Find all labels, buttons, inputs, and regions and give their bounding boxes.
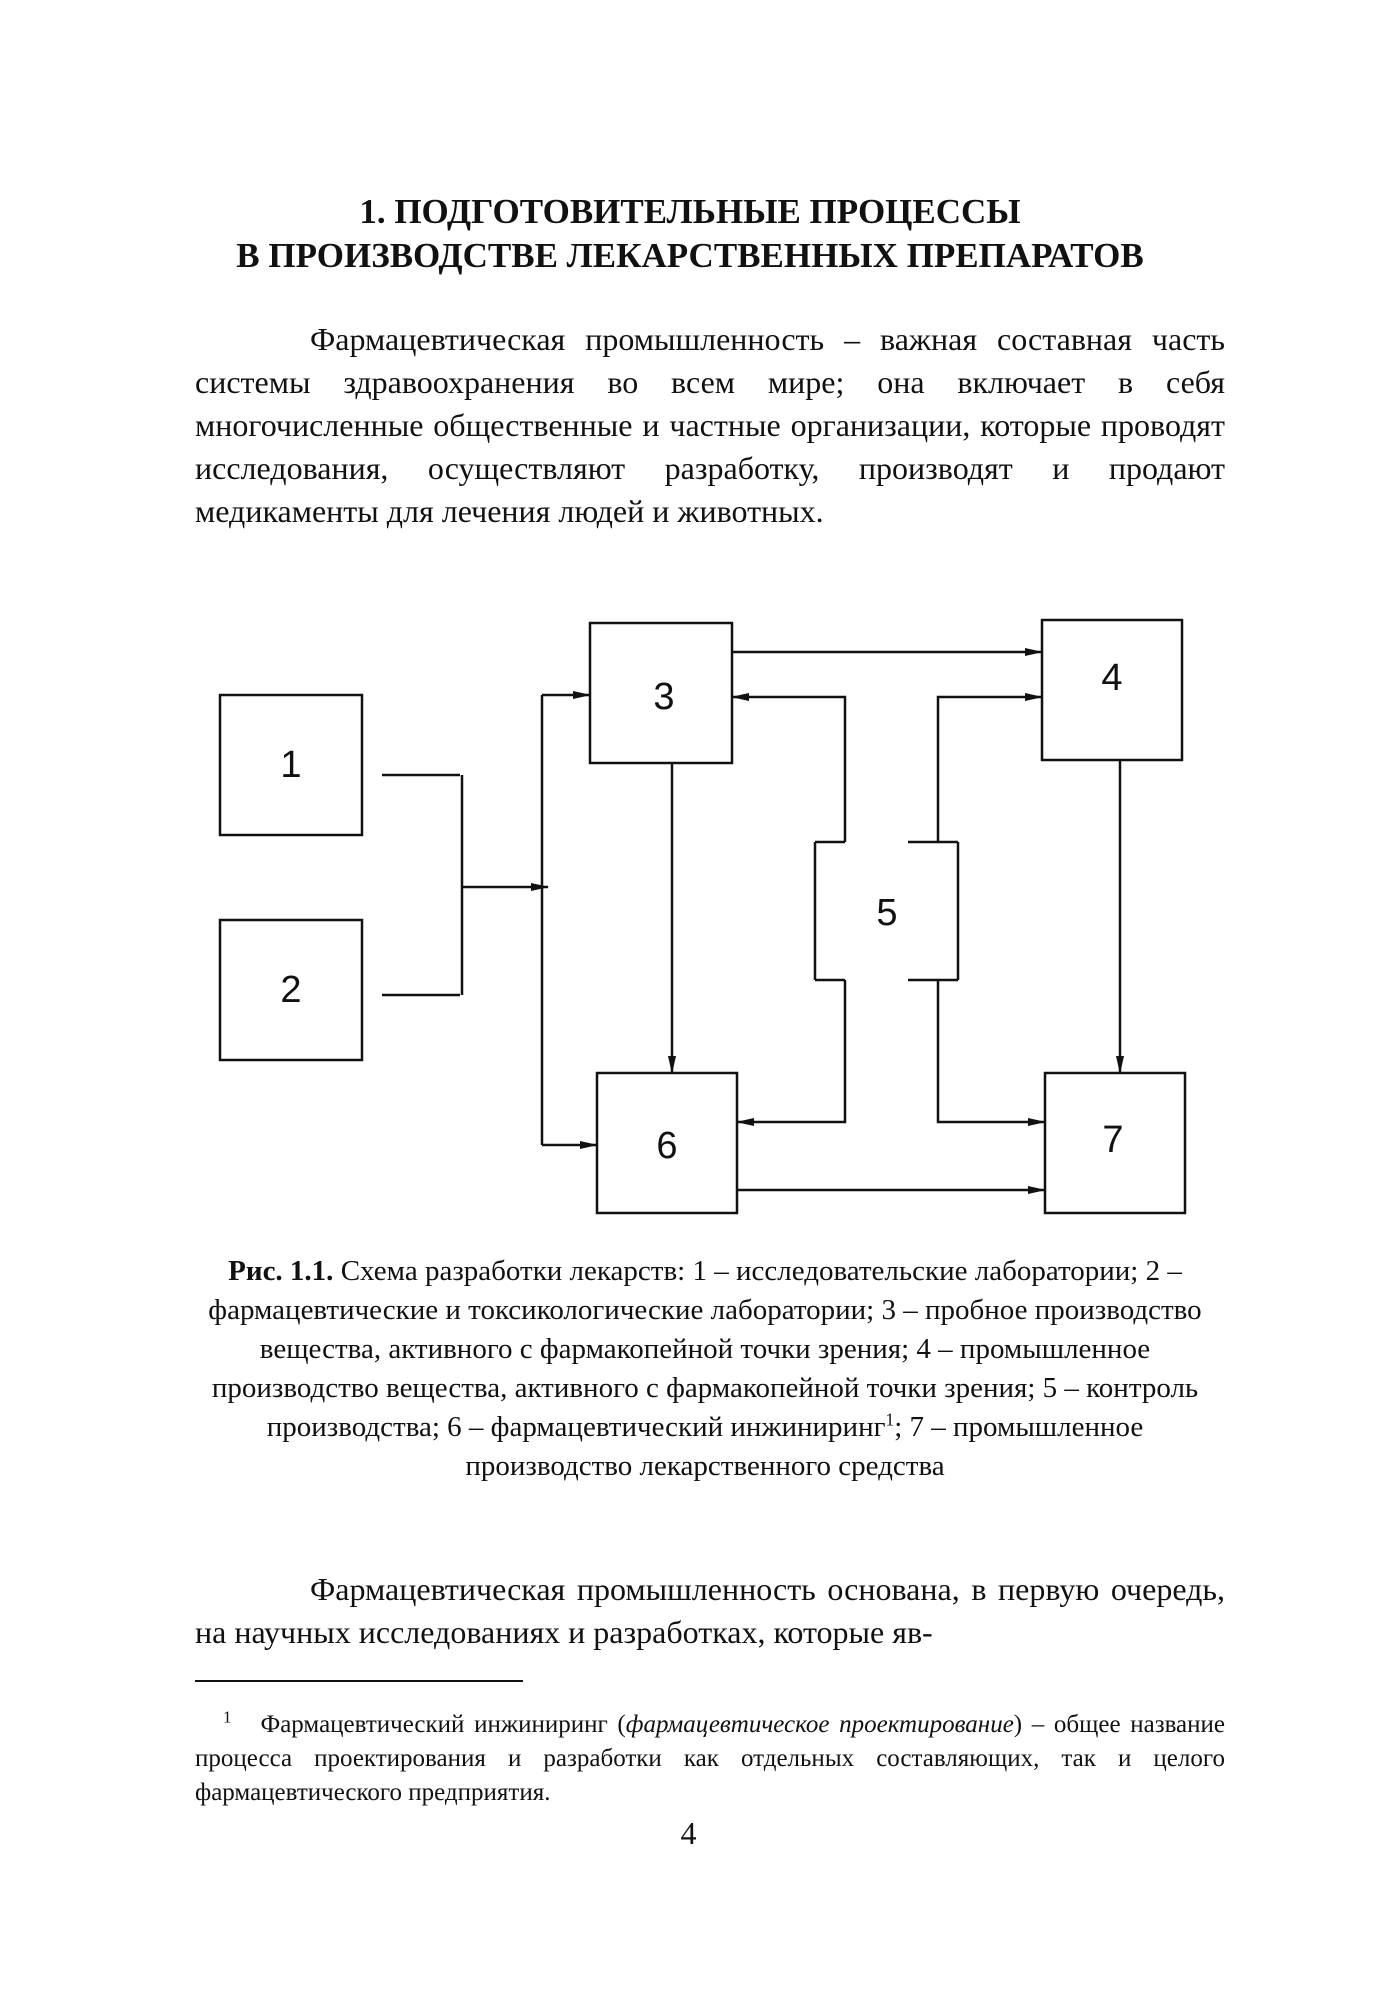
box-6-label: 6	[656, 1125, 678, 1167]
footnote-text: ) – общее название процесса проектирования и разработки как отдельных составляющих, так и целого фармацевтического предприятия.	[195, 1711, 1226, 1806]
caption-text-1: Схема разработки лекарств: 1 – исследовательские лаборатории; 2 – фармацевтические и токсикологические лаборатории; 3 – пробное производство вещества, активного с фармакопейной точки зрения; 4 – промышленное производство вещества, активного с фармакопейной точки зрения; 5 – контроль производства; 6 – фармацевтический инжиниринг	[208, 1255, 1202, 1443]
footnote-italic: фармацевтическое проектирование	[625, 1711, 1014, 1738]
box-3-label: 3	[653, 676, 675, 718]
heading-line-1: 1. ПОДГОТОВИТЕЛЬНЫЕ ПРОЦЕССЫ	[359, 192, 1021, 231]
box-2-label: 2	[280, 969, 302, 1011]
caption-footnote-ref[interactable]: 1	[885, 1409, 895, 1430]
arrow-5-to-4	[938, 697, 1042, 842]
body-paragraph: Фармацевтическая промышленность основана, в первую очередь, на научных исследованиях и разработках, которые яв-	[195, 1571, 1225, 1650]
drug-development-diagram	[0, 600, 1377, 1240]
box-4-label: 4	[1101, 657, 1123, 699]
arrow-5-to-6	[737, 980, 845, 1122]
footnote-divider	[195, 1680, 523, 1682]
footnote-number: 1	[223, 1707, 232, 1727]
box-1-label: 1	[280, 744, 302, 786]
footnote-term: Фармацевтический инжиниринг (	[260, 1711, 626, 1738]
box-5-label: 5	[876, 892, 898, 934]
figure-caption	[185, 1252, 1225, 1486]
caption-label: Рис. 1.1.	[228, 1255, 334, 1287]
intro-paragraph: Фармацевтическая промышленность – важная составная часть системы здравоохранения во всем мире; она включает в себя многочисленные общественные и частные организации, которые проводят исследования, осуществляют разработку, производят и продают медикаменты для лечения людей и животных.	[195, 321, 1225, 529]
arrow-5-to-7	[938, 980, 1045, 1122]
chapter-heading	[150, 190, 1230, 278]
page-number: 4	[680, 1815, 697, 1851]
arrow-5-to-3	[732, 697, 845, 842]
heading-line-2: В ПРОИЗВОДСТВЕ ЛЕКАРСТВЕННЫХ ПРЕПАРАТОВ	[236, 236, 1144, 275]
box-7-label: 7	[1102, 1119, 1124, 1161]
caption-text-2: ; 7 – промышленное производство лекарственного средства	[465, 1411, 1144, 1482]
footnote	[195, 1708, 1225, 1810]
